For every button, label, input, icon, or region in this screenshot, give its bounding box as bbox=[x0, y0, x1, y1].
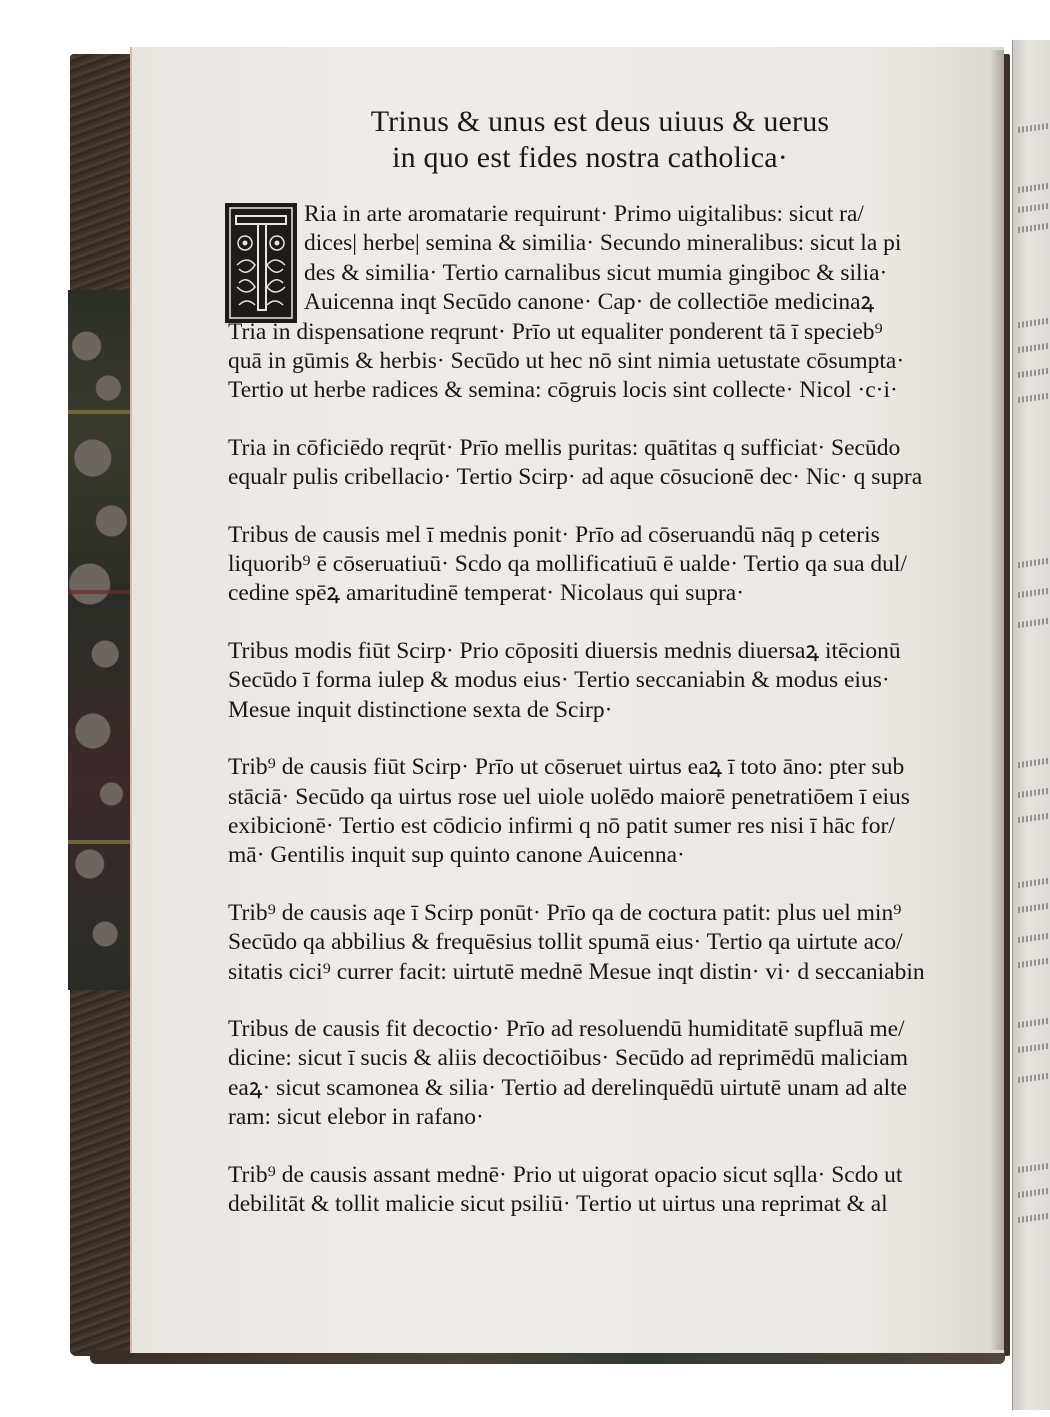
paragraph bbox=[228, 1161, 973, 1220]
page-body bbox=[228, 200, 973, 1247]
page-heading bbox=[300, 104, 900, 176]
text-line: des & similia· Tertio carnalibus sicut mumia gingiboc & silia· bbox=[304, 259, 888, 286]
text-line: Ria in arte aromatarie requirunt· Primo uigitalibus: sicut ra/ bbox=[304, 201, 864, 227]
marbled-board bbox=[68, 290, 130, 990]
text-line: Tertio ut herbe radices & semina: cōgruis locis sint collecte· Nicol ·c·i· bbox=[228, 377, 898, 404]
heading-line: in quo est fides nostra catholica· bbox=[392, 141, 788, 174]
text-line: Secūdo qa abbilius & frequēsius tollit spumā eius· Tertio qa uirtute aco/ bbox=[228, 929, 903, 956]
paragraph bbox=[228, 753, 973, 871]
text-line: Secūdo ī forma iulep & modus eius· Tertio seccaniabin & modus eius· bbox=[228, 667, 890, 694]
text-line: Mesue inquit distinctione sexta de Scirp· bbox=[228, 696, 613, 723]
text-line: Tria in cōficiēdo reqrūt· Prīo mellis puritas: quātitas q sufficiat· Secūdo bbox=[228, 434, 901, 461]
text-line: exibicionē· Tertio est cōdicio infirmi q nō patit sumer res nisi ī hāc for/ bbox=[228, 812, 895, 839]
marble-vein bbox=[68, 840, 130, 844]
text-line: mā· Gentilis inquit sup quinto canone Auicenna· bbox=[228, 842, 685, 869]
text-line: eaꝝ· sicut scamonea & silia· Tertio ad derelinquēdū uirtutē unam ad alte bbox=[228, 1074, 908, 1101]
paragraph bbox=[228, 899, 973, 987]
paragraph bbox=[228, 200, 973, 406]
marble-vein bbox=[68, 410, 130, 414]
text-line: Tribus de causis mel ī mednis ponit· Prīo ad cōseruandū nāq p ceteris bbox=[228, 521, 880, 548]
text-line: ram: sicut elebor in rafano· bbox=[228, 1104, 484, 1131]
paragraph bbox=[228, 521, 973, 609]
text-line: stāciā· Secūdo qa uirtus rose uel uiole uolēdo maiorē penetratiōem ī eius bbox=[228, 783, 910, 810]
text-line: cedine spēꝝ amaritudinē temperat· Nicolaus qui supra· bbox=[228, 580, 745, 607]
gutter-shadow bbox=[990, 50, 1004, 1350]
marble-vein bbox=[68, 590, 130, 594]
text-line: Auicenna inqt Secūdo canone· Cap· de collectiōe medicinaꝝ bbox=[304, 289, 875, 316]
text-line: Tribus de causis fit decoctio· Prīo ad resoluendū humiditatē supfluā me/ bbox=[228, 1015, 905, 1042]
paragraph bbox=[228, 1015, 973, 1133]
text-line: quā in gūmis & herbis· Secūdo ut hec nō sint nimia uetustate cōsumpta· bbox=[228, 348, 905, 375]
text-line: Trib⁹ de causis fiūt Scirp· Prīo ut cōseruet uirtus eaꝝ ī toto āno: pter sub bbox=[228, 754, 905, 781]
paragraph bbox=[228, 637, 973, 725]
text-line: Trib⁹ de causis assant mednē· Prio ut uigorat opacio sicut sqlla· Scdo ut bbox=[228, 1161, 903, 1188]
text-line: liquorib⁹ ē cōseruatiuū· Scdo qa mollificatiuū ē ualde· Tertio qa sua dul/ bbox=[228, 551, 907, 578]
text-line: dicine: sicut ī sucis & aliis decoctiōibus· Secūdo ad reprimēdū maliciam bbox=[228, 1045, 909, 1072]
text-line: Tribus modis fiūt Scirp· Prio cōpositi diuersis mednis diuersaꝝ itēcionū bbox=[228, 637, 901, 664]
text-line: equalr pulis cribellacio· Tertio Scirp· ad aque cōsucionē dec· Nic· q supra bbox=[228, 464, 923, 491]
facing-page-fragment bbox=[1012, 40, 1050, 1410]
text-line: dices| herbe| semina & similia· Secundo mineralibus: sicut la pi bbox=[304, 230, 902, 257]
paragraph bbox=[228, 434, 973, 493]
text-line: sitatis cici⁹ currer facit: uirtutē mednē Mesue inqt distin· vi· d seccaniabin bbox=[228, 958, 925, 985]
text-line: Tria in dispensatione reqrunt· Prīo ut equaliter ponderent tā ī specieb⁹ bbox=[228, 318, 883, 345]
text-line: debilitāt & tollit malicie sicut psiliū· Tertio ut uirtus una reprimat & al bbox=[228, 1190, 888, 1217]
heading-line: Trinus & unus est deus uiuus & uerus bbox=[370, 105, 830, 138]
text-line: Trib⁹ de causis aqe ī Scirp ponūt· Prīo qa de coctura patit: plus uel min⁹ bbox=[228, 899, 902, 926]
